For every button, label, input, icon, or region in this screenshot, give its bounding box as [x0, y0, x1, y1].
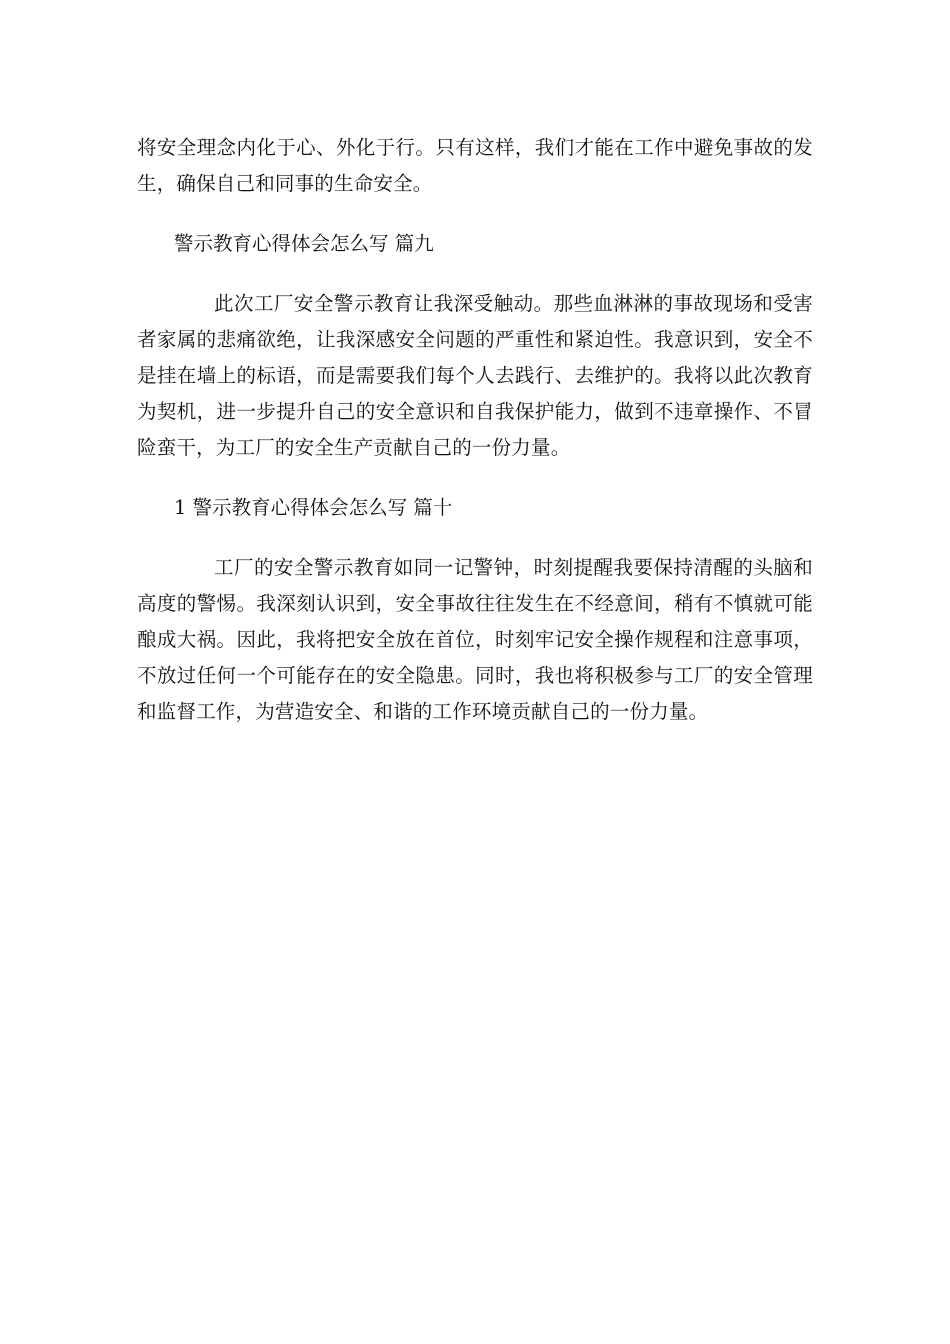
spacer: [137, 262, 813, 286]
spacer: [137, 526, 813, 550]
spacer: [137, 202, 813, 226]
paragraph-continued: 将安全理念内化于心、外化于行。只有这样，我们才能在工作中避免事故的发生，确保自己和同事的生命安全。: [137, 136, 813, 195]
section-heading-10: 1 警示教育心得体会怎么写 篇十: [174, 496, 453, 519]
paragraph-section-10: 工厂的安全警示教育如同一记警钟，时刻提醒我要保持清醒的头脑和高度的警惕。我深刻认识到，安全事故往往发生在不经意间，稍有不慎就可能酿成大祸。因此，我将把安全放在首位，时刻牢记安全操作规程和注意事项，不放过任何一个可能存在的安全隐患。同时，我也将积极参与工厂的安全管理和监督工作，为营造安全、和谐的工作环境贡献自己的一份力量。: [137, 556, 813, 723]
spacer: [137, 466, 813, 490]
paragraph-section-9: 此次工厂安全警示教育让我深受触动。那些血淋淋的事故现场和受害者家属的悲痛欲绝，让我深感安全问题的严重性和紧迫性。我意识到，安全不是挂在墙上的标语，而是需要我们每个人去践行、去维护的。我将以此次教育为契机，进一步提升自己的安全意识和自我保护能力，做到不违章操作、不冒险蛮干，为工厂的安全生产贡献自己的一份力量。: [137, 292, 813, 459]
document-body: [137, 130, 813, 730]
section-heading-9: 警示教育心得体会怎么写 篇九: [174, 232, 434, 255]
